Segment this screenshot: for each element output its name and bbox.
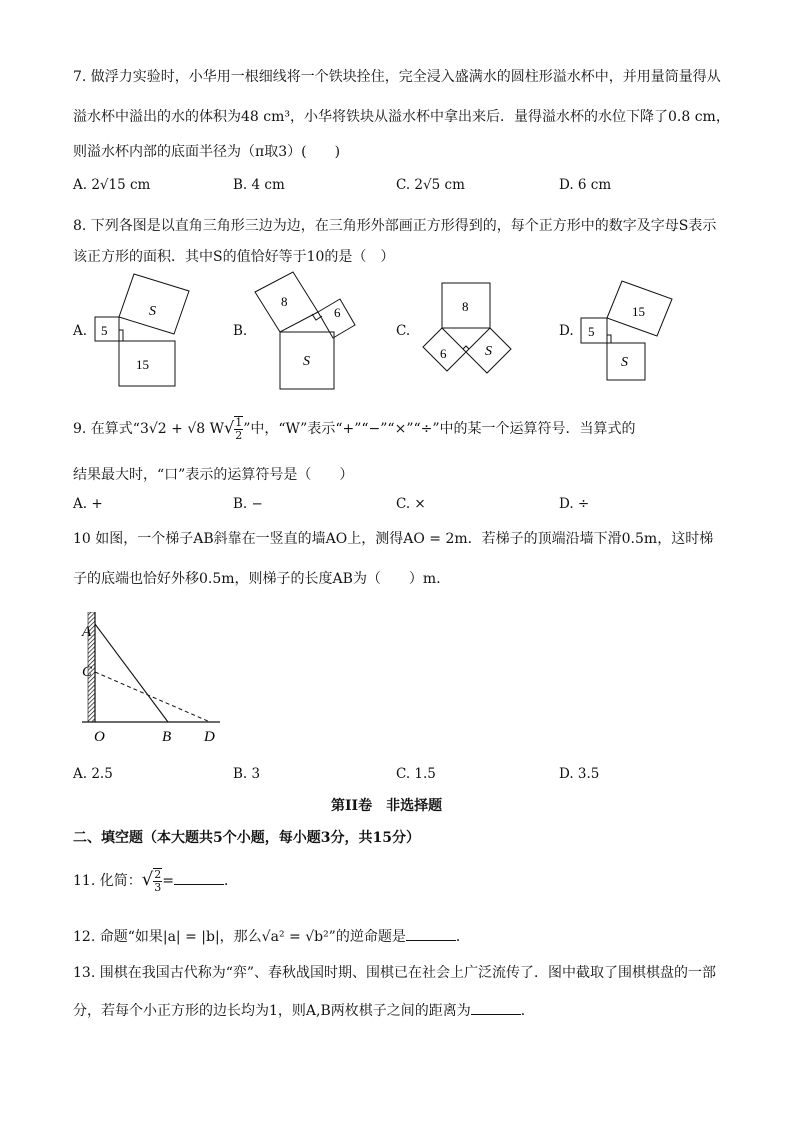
q11-equals: = — [162, 873, 174, 889]
q11-answer-blank[interactable] — [174, 872, 224, 885]
fig-label-o: O — [94, 729, 105, 745]
q8-label-c: C. — [396, 323, 411, 339]
fig-d-label-5: 5 — [588, 324, 595, 339]
q9-prefix: 9. 在算式“ — [73, 421, 140, 437]
q9-suffix: ”中，“W”表示“+”“−”“×”“÷”中的某一个运算符号．当算式的 — [243, 421, 636, 437]
q8-label-b: B. — [233, 323, 248, 339]
q10-option-c: C. 1.5 — [396, 766, 436, 782]
q10-option-a: A. 2.5 — [73, 766, 113, 782]
fig-label-a: A — [82, 624, 92, 640]
fig-a-label-15: 15 — [136, 357, 149, 372]
fig-b-label-8: 8 — [281, 294, 288, 309]
fig-label-c: C — [82, 664, 93, 680]
q8-line1: 8. 下列各图是以直角三角形三边为边，在三角形外部画正方形得到的，每个正方形中的数字及字母S表示 — [73, 218, 717, 234]
q9-frac-num: 1 — [235, 416, 243, 429]
q12-end: ． — [455, 929, 470, 945]
q11-end: ． — [223, 873, 238, 889]
section-title: 第II卷 非选择题 — [331, 798, 443, 814]
q7-option-b: B. 4 cm — [233, 177, 285, 193]
fig-d-label-15: 15 — [632, 304, 645, 319]
q11-frac-den: 3 — [154, 881, 162, 894]
fig-label-d: D — [204, 729, 215, 745]
fig-b-label-s: S — [303, 354, 310, 369]
fig-a-label-s: S — [149, 304, 156, 319]
q8-figure-c — [415, 280, 520, 380]
q9-option-b: B. − — [233, 496, 263, 512]
q7-line3: 则溢水杯内部的底面半径为（π取3）( ) — [73, 144, 341, 160]
q7-option-a: A. 2√15 cm — [73, 177, 151, 193]
q9-expression: 3√2 + √8 W — [139, 421, 225, 437]
q12-text: 12. 命题“如果|a| = |b|，那么√a² = √b²”的逆命题是 — [73, 929, 406, 945]
fig-c-label-8: 8 — [462, 299, 469, 314]
q9-frac-den: 2 — [235, 429, 243, 442]
fig-c-label-s: S — [485, 344, 492, 359]
q9-line2: 结果最大时，“口”表示的运算符号是（ ） — [73, 467, 354, 483]
q12-line — [73, 926, 470, 946]
q8-figure-d — [578, 278, 678, 383]
q7-line2: 溢水杯中溢出的水的体积为48 cm³，小华将铁块从溢水杯中拿出来后．量得溢水杯的水位下降了0.8 cm， — [73, 109, 730, 125]
q11-line: 11. 化简：√ $\frac{2}{3}$ = ． — [73, 868, 238, 894]
q8-figure-b — [250, 270, 380, 392]
fig-label-b: B — [162, 729, 172, 745]
q7-option-c: C. 2√5 cm — [396, 177, 465, 193]
part2-heading: 二、填空题（本大题共5个小题，每小题3分，共15分） — [73, 830, 420, 846]
q10-line1: 10 如图，一个梯子AB斜靠在一竖直的墙AO上，测得AO = 2m．若梯子的顶端沿墙下滑0.5m，这时梯 — [73, 531, 714, 547]
q8-figure-a — [90, 272, 200, 390]
q8-label-d: D. — [559, 323, 574, 339]
q13-text: 分，若每个小正方形的边长均为1，则A,B两枚棋子之间的距离为 — [73, 1003, 471, 1019]
q7-option-d: D. 6 cm — [559, 177, 612, 193]
q13-answer-blank[interactable] — [471, 1002, 521, 1015]
q13-end: ． — [520, 1003, 535, 1019]
q9-line1: 9. 在算式“3√2 + √8 W√ $\frac{1}{2}$ ”中，“W”表示“+”“−”“×”“÷”中的某一个运算符号．当算式的 — [73, 416, 636, 442]
q10-option-b: B. 3 — [233, 766, 261, 782]
fig-a-label-5: 5 — [101, 323, 108, 338]
q12-answer-blank[interactable] — [406, 928, 456, 941]
q7-line1: 7. 做浮力实验时，小华用一根细线将一个铁块拴住，完全浸入盛满水的圆柱形溢水杯中，并用量筒量得从 — [73, 69, 721, 85]
q9-option-d: D. ÷ — [559, 496, 590, 512]
q13-line1: 13. 围棋在我国古代称为“弈”、春秋战国时期、围棋已在社会上广泛流传了．图中截取了围棋棋盘的一部 — [73, 965, 717, 981]
q11-prefix: 11. 化简： — [73, 873, 142, 889]
q9-option-c: C. × — [396, 496, 426, 512]
q8-line2: 该正方形的面积．其中S的值恰好等于10的是（ ） — [73, 249, 395, 265]
q13-line2 — [73, 1000, 535, 1020]
fig-b-label-6: 6 — [334, 305, 341, 320]
q10-option-d: D. 3.5 — [559, 766, 600, 782]
q11-frac-num: 2 — [154, 868, 162, 881]
fig-c-label-6: 6 — [440, 346, 447, 361]
q8-label-a: A. — [73, 323, 88, 339]
q9-option-a: A. + — [73, 496, 103, 512]
fig-d-label-s: S — [621, 355, 628, 370]
q10-ladder-figure — [78, 612, 228, 750]
q10-line2: 子的底端也恰好外移0.5m，则梯子的长度AB为（ ）m． — [73, 571, 451, 587]
